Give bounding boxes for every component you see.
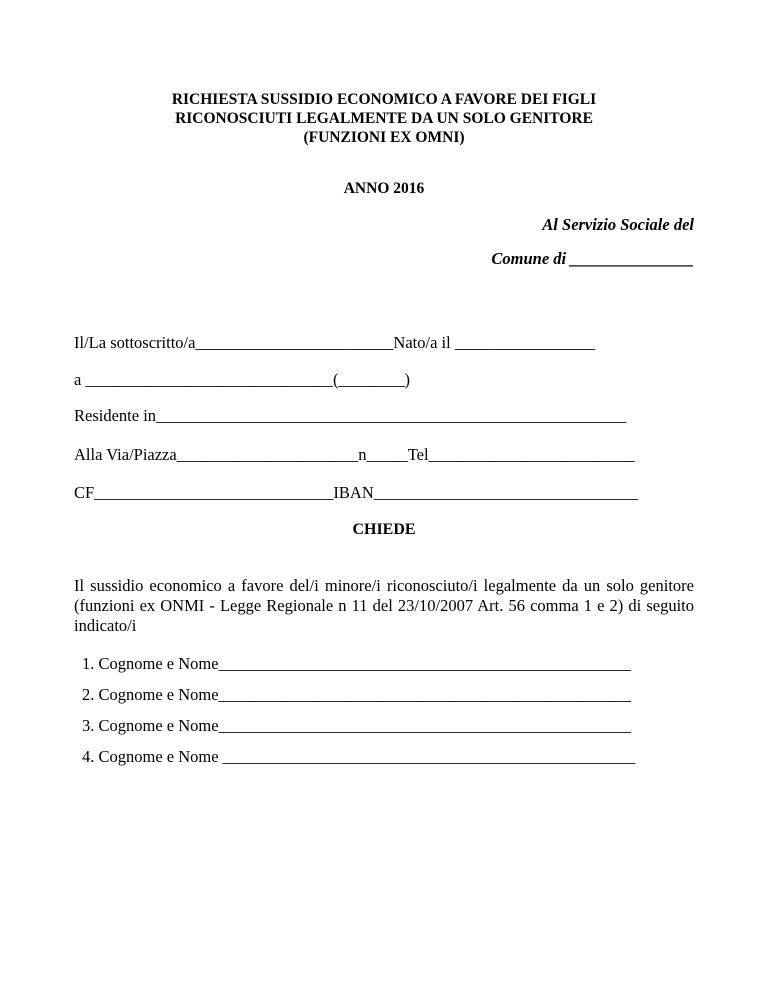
- title-line-3: (FUNZIONI EX OMNI): [303, 129, 465, 146]
- address-phone-line: Alla Via/Piazza______________________n_____Tel_________________________: [74, 445, 635, 464]
- year-label: ANNO 2016: [343, 180, 425, 197]
- list-item: 4. Cognome e Nome __________________________________________________: [82, 747, 636, 766]
- applicant-name-birth-line: Il/La sottoscritto/a________________________Nato/a il _________________: [74, 333, 596, 352]
- list-item: 2. Cognome e Nome__________________________________________________: [82, 685, 632, 704]
- recipient-municipality: Comune di _______________: [491, 249, 694, 268]
- list-item: 1. Cognome e Nome__________________________________________________: [82, 654, 632, 673]
- request-paragraph: Il sussidio economico a favore del/i minore/i riconosciuto/i legalmente da un solo genitore (funzioni ex ONMI - Legge Regionale n 11 del 23/10/2007 Art. 56 comma 1 e 2) di seguito indicato/i: [74, 576, 694, 635]
- birthplace-line: a ______________________________(________): [74, 370, 410, 389]
- document-title: [0, 90, 768, 147]
- list-item: 3. Cognome e Nome__________________________________________________: [82, 716, 632, 735]
- title-line-2: RICONOSCIUTI LEGALMENTE DA UN SOLO GENITORE: [175, 110, 593, 127]
- children-list: [82, 654, 635, 778]
- residence-line: Residente in_________________________________________________________: [74, 406, 627, 425]
- request-heading: CHIEDE: [352, 521, 416, 538]
- cf-iban-line: CF_____________________________IBAN________________________________: [74, 483, 638, 502]
- recipient-office: Al Servizio Sociale del: [542, 215, 694, 234]
- title-line-1: RICHIESTA SUSSIDIO ECONOMICO A FAVORE DEI FIGLI: [171, 91, 597, 108]
